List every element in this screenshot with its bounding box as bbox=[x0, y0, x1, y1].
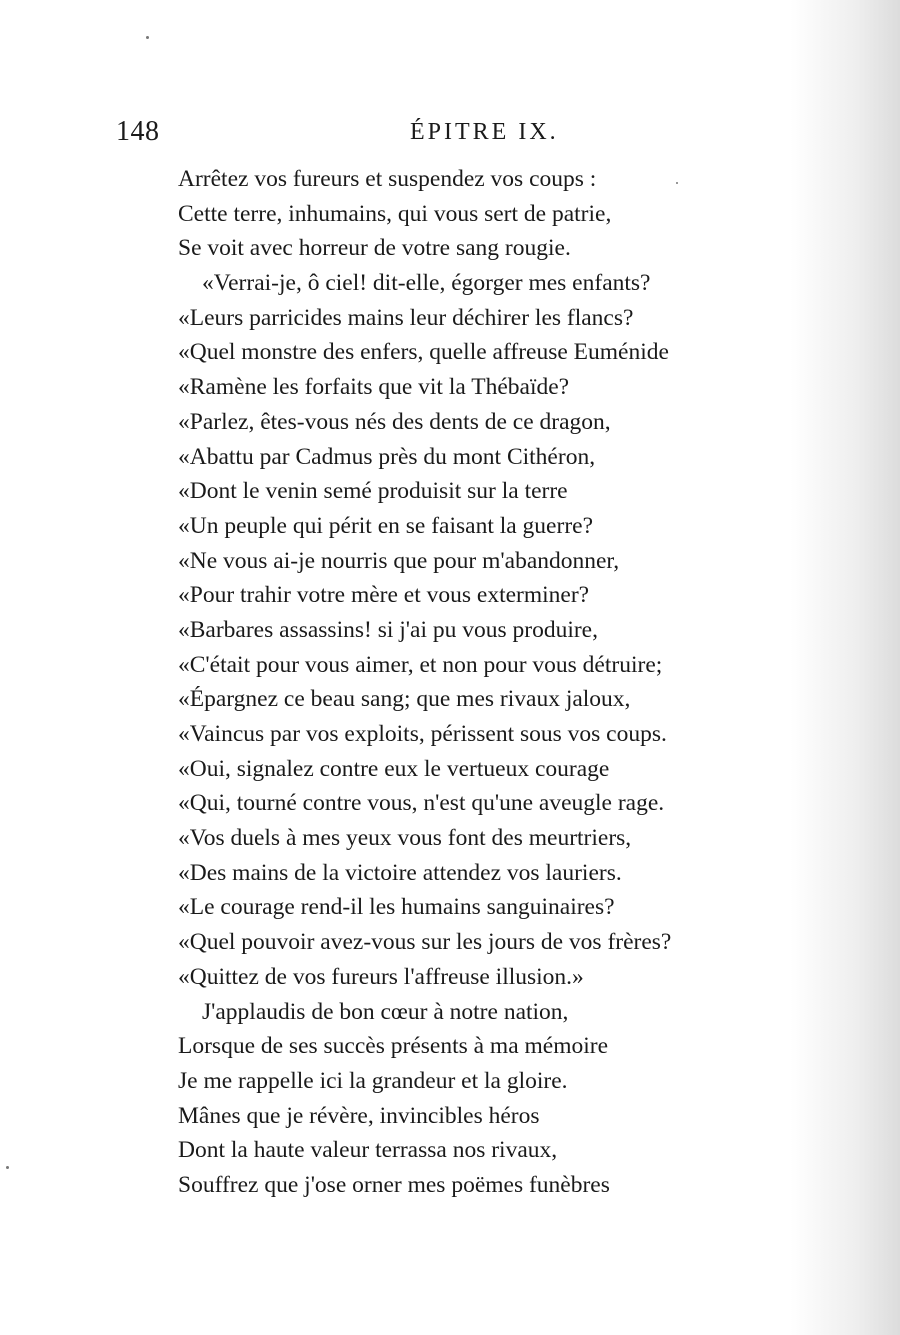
verse-line: «Vos duels à mes yeux vous font des meurtriers, bbox=[178, 825, 632, 852]
verse-line: «Des mains de la victoire attendez vos lauriers. bbox=[178, 859, 622, 886]
verse-line: «Verrai-je, ô ciel! dit-elle, égorger mes enfants? bbox=[202, 270, 651, 297]
verse-block bbox=[178, 162, 818, 1203]
verse-line: «Ramène les forfaits que vit la Thébaïde? bbox=[178, 374, 570, 401]
running-title: ÉPITRE IX. bbox=[410, 119, 559, 145]
verse-line: Lorsque de ses succès présents à ma mémoire bbox=[178, 1033, 609, 1060]
verse-line: «Parlez, êtes-vous nés des dents de ce dragon, bbox=[178, 408, 611, 435]
verse-line: «Vaincus par vos exploits, périssent sous vos coups. bbox=[178, 721, 667, 747]
verse-line: «Épargnez ce beau sang; que mes rivaux jaloux, bbox=[178, 686, 631, 713]
verse-line: Mânes que je révère, invincibles héros bbox=[178, 1102, 540, 1129]
verse-line: «Le courage rend-il les humains sanguinaires? bbox=[178, 894, 615, 921]
verse-line: «Un peuple qui périt en se faisant la guerre? bbox=[178, 512, 594, 539]
paper-speck bbox=[6, 1166, 9, 1169]
verse-line: «Ne vous ai-je nourris que pour m'abandonner, bbox=[178, 547, 620, 574]
verse-line: «Pour trahir votre mère et vous exterminer? bbox=[178, 582, 590, 609]
verse-line: «C'était pour vous aimer, et non pour vous détruire; bbox=[178, 651, 663, 678]
verse-line: Se voit avec horreur de votre sang rougie. bbox=[178, 235, 571, 262]
verse-line: «Leurs parricides mains leur déchirer les flancs? bbox=[178, 304, 634, 331]
verse-line: Je me rappelle ici la grandeur et la gloire. bbox=[178, 1067, 568, 1094]
verse-line: «Qui, tourné contre vous, n'est qu'une aveugle rage. bbox=[178, 790, 665, 817]
verse-line: «Abattu par Cadmus près du mont Cithéron, bbox=[178, 443, 596, 470]
verse-line: «Quittez de vos fureurs l'affreuse illusion.» bbox=[178, 963, 584, 990]
verse-line: «Quel pouvoir avez-vous sur les jours de vos frères? bbox=[178, 929, 672, 956]
page-number: 148 bbox=[116, 116, 160, 147]
verse-line: Arrêtez vos fureurs et suspendez vos coups : bbox=[178, 166, 597, 192]
verse-line: J'applaudis de bon cœur à notre nation, bbox=[202, 998, 569, 1025]
verse-line: Dont la haute valeur terrassa nos rivaux, bbox=[178, 1137, 558, 1164]
verse-line: «Dont le venin semé produisit sur la terre bbox=[178, 478, 568, 505]
verse-line: Cette terre, inhumains, qui vous sert de patrie, bbox=[178, 200, 612, 227]
verse-line: «Oui, signalez contre eux le vertueux courage bbox=[178, 755, 610, 782]
verse-line: Souffrez que j'ose orner mes poëmes funèbres bbox=[178, 1171, 610, 1198]
paper-speck bbox=[146, 36, 149, 39]
verse-line: «Barbares assassins! si j'ai pu vous produire, bbox=[178, 616, 598, 643]
verse-line: «Quel monstre des enfers, quelle affreuse Euménide bbox=[178, 339, 669, 366]
